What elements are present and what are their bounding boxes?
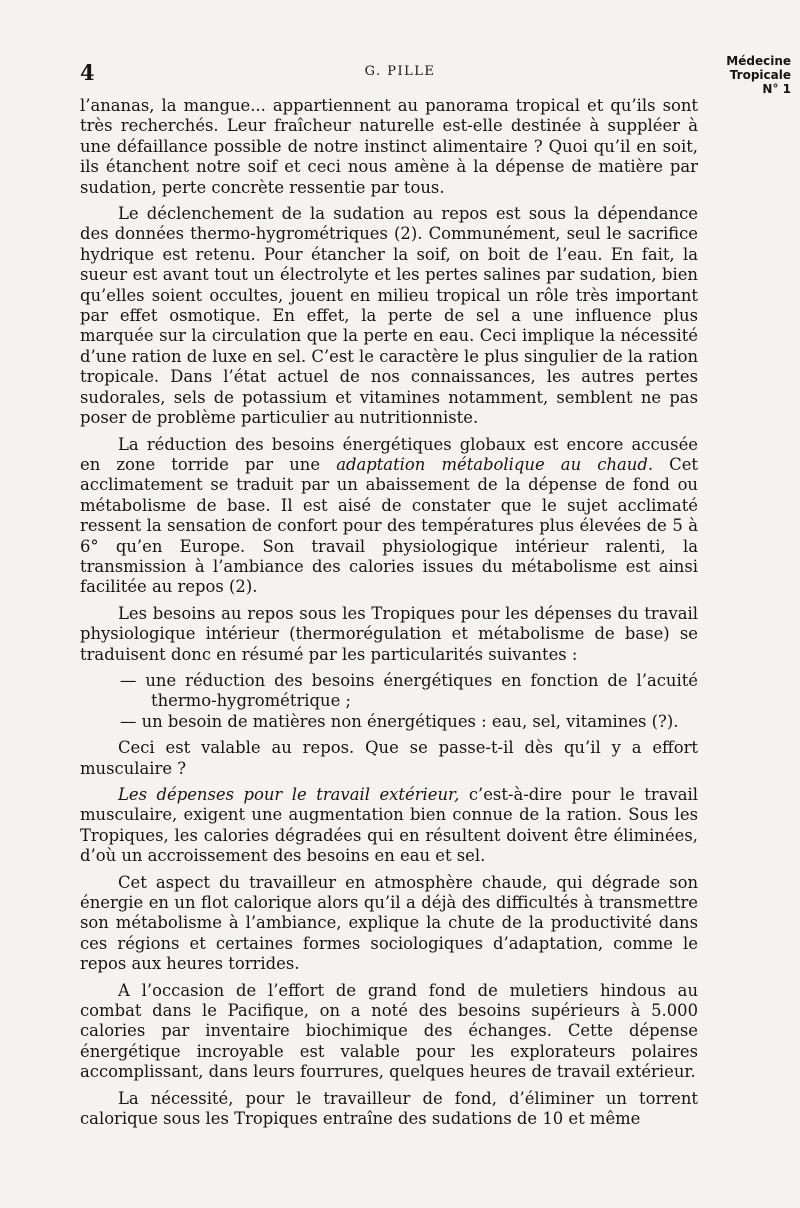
paragraph-6-emphasis: Les dépenses pour le travail extérieur,: [118, 785, 460, 804]
paragraph-6-text: c’est-à-dire pour le travail musculaire, exigent une augmentation bien connue de la ration. Sous les Tropiques, les calories dégradées qui en résultent doivent être éliminées, d’où un accroissement des besoins en eau et sel.: [80, 785, 698, 866]
list-item-1: — une réduction des besoins énergétiques en fonction de l’acuité thermo-hygrométrique ;: [120, 670, 698, 711]
list-item-2: — un besoin de matières non énergétiques : eau, sel, vitamines (?).: [120, 711, 679, 731]
paragraph-4: Les besoins au repos sous les Tropiques pour les dépenses du travail physiologique intérieur (thermorégulation et métabolisme de base) se traduisent donc en résumé par les particularités suivantes :: [80, 603, 698, 664]
journal-line-2: Tropicale: [729, 68, 791, 82]
paragraph-2: Le déclenchement de la sudation au repos est sous la dépendance des données thermo-hygrométriques (2). Communément, seul le sacrifice hydrique est retenu. Pour étancher la soif, on boit de l’eau. En fait, la sueur est avant tout un électrolyte et les pertes salines par sudation, bien qu’elles soient occultes, jouent en milieu tropical un rôle très important par effet osmotique. En effet, la perte de sel a une influence plus marquée sur la circulation que la perte en eau. Ceci implique la nécessité d’une ration de luxe en sel. C’est le caractère le plus singulier de la ration tropicale. Dans l’état actuel de nos connaissances, les autres pertes sudorales, sels de potassium et vitamines notamment, semblent ne pas poser de problème particulier au nutritionniste.: [80, 204, 699, 428]
paragraph-1: l’ananas, la mangue... appartiennent au panorama tropical et qu’ils sont très recherchés. Leur fraîcheur naturelle est-elle destinée à suppléer à une défaillance possible de notre instinct alimentaire ? Quoi qu’il en soit, ils étanchent notre soif et ceci nous amène à la dépense de matière par sudation, perte concrète ressentie par tous.: [80, 96, 698, 197]
journal-line-1: Médecine: [726, 54, 791, 68]
running-title: G. PILLE: [364, 64, 436, 79]
paragraph-3-text-b: Cet acclimatement se traduit par un abaissement de la dépense de fond ou métabolisme de base. Il est aisé de constater que le sujet acclimaté ressent la sensation de confort pour des températures plus élevées de 5 à 6° qu’en Europe. Son travail physiologique intérieur ralenti, la transmission à l’ambiance des calories issues du métabolisme est ainsi facilitée au repos (2).: [80, 454, 698, 597]
paragraph-3-text-a: La réduction des besoins énergétiques globaux est encore accusée en zone torride par une: [80, 434, 698, 474]
journal-issue: N° 1: [762, 82, 791, 96]
journal-mark: [726, 54, 791, 96]
paragraph-6: [80, 785, 698, 867]
paragraph-8: A l’occasion de l’effort de grand fond de muletiers hindous au combat dans le Pacifique, on a noté des besoins supérieurs à 5.000 calories par inventaire biochimique des échanges. Cette dépense énergétique incroyable est valable pour les explorateurs polaires accomplissant, dans leurs fourrures, quelques heures de travail extérieur.: [80, 980, 698, 1082]
paragraph-5: Ceci est valable au repos. Que se passe-t-il dès qu’il y a effort musculaire ?: [80, 738, 698, 778]
page-number: 4: [80, 60, 95, 85]
paragraph-3: [80, 435, 698, 598]
paragraph-7: Cet aspect du travailleur en atmosphère chaude, qui dégrade son énergie en un flot calorique alors qu’il a déjà des difficultés à transmettre son métabolisme à l’ambiance, explique la chute de la productivité dans ces régions et certaines formes sociologiques d’adaptation, comme le repos aux heures torrides.: [80, 872, 698, 974]
paragraph-3-emphasis: adaptation métabolique au chaud.: [336, 454, 654, 474]
article-body: [80, 96, 698, 1136]
paragraph-9: La nécessité, pour le travailleur de fond, d’éliminer un torrent calorique sous les Tropiques entraîne des sudations de 10 et même: [80, 1088, 698, 1129]
